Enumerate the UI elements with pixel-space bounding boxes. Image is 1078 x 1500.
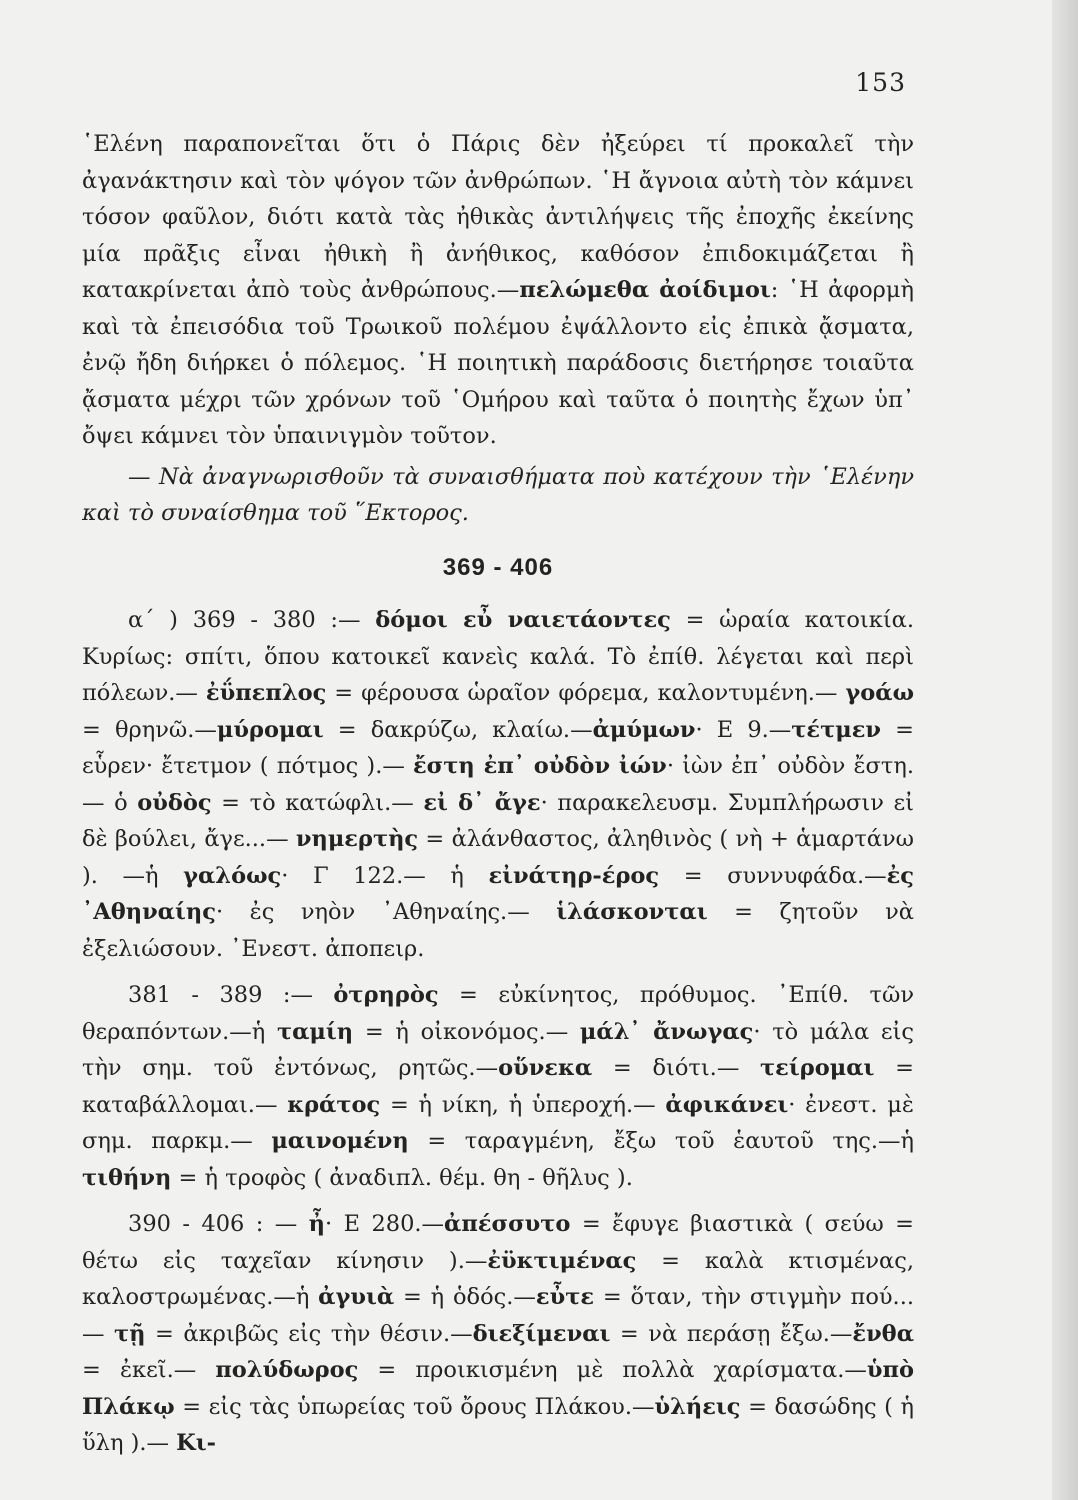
gloss-text: · Ε 9.— [695, 716, 792, 743]
gloss-text: = καταβάλλομαι.— [82, 1055, 914, 1118]
glossary-term: Κι- [176, 1430, 216, 1456]
glossary-term: γοάω [845, 680, 914, 706]
glossary-term: ἦ [308, 1211, 326, 1237]
gloss-text: = εἰς τὰς ὑπωρείας τοῦ ὄρους Πλάκου.— [174, 1393, 655, 1420]
section-c-paragraph [82, 1206, 914, 1462]
gloss-text: = τὸ κατώφλι.— [211, 789, 424, 816]
glossary-term: εὖτε [535, 1284, 595, 1310]
gloss-text: · Ε 280.— [325, 1211, 445, 1237]
glossary-term: δόμοι εὖ ναιετάοντες [375, 607, 671, 633]
intro-rest: : ῾Η ἀφορμὴ καὶ τὰ ἐπεισόδια τοῦ Τρωικοῦ πολέμου ἐψάλλοντο εἰς ἐπικὰ ᾄσματα, ἐνῷ ἤδη διήρκει ὁ πόλεμος. ῾Η ποιητικὴ παράδοσις διετήρησε τοιαῦτα ᾄσματα μέχρι τῶν χρόνων τοῦ ῾Ομήρου καὶ ταῦτα ὁ ποιητὴς ἔχων ὑπ᾽ ὄψει κάμνει τὸν ὑπαινιγμὸν τοῦτον. [82, 277, 914, 449]
glossary-term: εἰ δ᾽ ἄγε [423, 789, 541, 816]
gloss-text: 381 - 389 :— [128, 982, 334, 1008]
glossary-term: ὑπὸ Πλάκῳ [82, 1357, 914, 1420]
glossary-term: πολύδωρος [215, 1357, 359, 1383]
question-paragraph: — Νὰ ἀναγνωρισθοῦν τὰ συναισθήματα ποὺ κατέχουν τὴν ῾Ελένην καὶ τὸ συναίσθημα τοῦ ῞Εκτορος. [82, 463, 914, 526]
glossary-term: ἐς ᾽Αθηναίης [82, 862, 914, 925]
glossary-term: τῇ [114, 1320, 146, 1347]
glossary-term: μύρομαι [216, 716, 324, 743]
gloss-text: = καλὰ κτισμένας, καλοστρωμένας.—ἡ [82, 1247, 914, 1310]
glossary-term: ἀπέσσυτο [444, 1211, 571, 1237]
glossary-term: ἐΰπεπλος [205, 680, 327, 706]
gloss-text: = ἡ τροφὸς ( ἀναδιπλ. θέμ. θη - θῆλυς ). [171, 1164, 633, 1191]
glossary-term: ἀμύμων [592, 716, 696, 743]
gloss-text: = ἔφυγε βιαστικὰ ( σεύω = θέτω εἰς ταχεῖαν κίνησιν ).— [82, 1211, 914, 1274]
glossary-term: ὑλήεις [654, 1393, 741, 1420]
gloss-text: = ἐκεῖ.— [82, 1357, 216, 1383]
glossary-term: ὀτρηρὸς [333, 982, 439, 1008]
gloss-text: · Γ 122.— ἡ [281, 862, 489, 889]
glossary-term: ἀγυιὰ [318, 1284, 395, 1310]
intro-text: ῾Ελένη παραπονεῖται ὅτι ὁ Πάρις δὲν ἠξεύρει τί προκαλεῖ τὴν ἀγανάκτησιν καὶ τὸν ψόγον τῶν ἀνθρώπων. ῾Η ἄγνοια αὐτὴ τὸν κάμνει τόσον φαῦλον, διότι κατὰ τὰς ἠθικὰς ἀντιλήψεις τῆς ἐποχῆς ἐκείνης μία πρᾶξις εἶναι ἠθικὴ ἢ ἀνήθικος, καθόσον ἐπιδοκιμάζεται ἢ κατακρίνεται ἀπὸ τοὺς ἀνθρώπους.— [82, 131, 914, 303]
section-b-paragraph [82, 977, 914, 1196]
gloss-text: = νὰ περάσῃ ἔξω.— [610, 1320, 853, 1347]
glossary-term: οὐδὸς [137, 789, 212, 816]
gloss-text: = ὡραία κατοικία. Κυρίως: σπίτι, ὅπου κατοικεῖ κανεὶς καλά. Τὸ ἐπίθ. λέγεται καὶ περὶ πόλεων.— [82, 607, 914, 706]
gloss-text: = δακρύζω, κλαίω.— [323, 716, 593, 743]
glossary-term: ταμίη [276, 1018, 354, 1045]
page-number: 153 [855, 68, 906, 97]
glossary-term: ἔστη ἐπ᾽ οὐδὸν ἰών [413, 753, 667, 779]
page-text [82, 126, 914, 1462]
gloss-text: = εὗρεν· ἔτετμον ( πότμος ).— [82, 716, 914, 779]
glossary-term: κράτος [287, 1091, 381, 1118]
intro-term: πελώμεθα ἀοίδιμοι [519, 277, 771, 303]
glossary-term: εἰνάτηρ-έρος [488, 862, 660, 889]
page-edge [1052, 0, 1078, 1500]
gloss-text: = ἀλάνθαστος, ἀληθινὸς ( νὴ + ἁμαρτάνω ). —ἡ [82, 826, 914, 889]
gloss-text: = θρηνῶ.— [82, 716, 217, 743]
gloss-text: α΄ ) 369 - 380 :— [128, 607, 376, 633]
glossary-term: μάλ᾽ ἄνωγας [579, 1018, 754, 1045]
gloss-text: = διότι.— [592, 1055, 761, 1081]
gloss-text: = ἡ οἰκονόμος.— [353, 1018, 580, 1045]
gloss-text: = δασώδης ( ἡ ὕλη ).— [82, 1393, 915, 1456]
section-a-paragraph [82, 602, 914, 967]
glossary-term: ἐϋκτιμένας [487, 1247, 637, 1274]
gloss-text: = φέρουσα ὡραῖον φόρεμα, καλοντυμένη.— [326, 680, 846, 706]
glossary-term: μαινομένη [271, 1128, 409, 1154]
glossary-term: νημερτὴς [295, 826, 419, 852]
section-heading: 369 - 406 [442, 553, 554, 581]
gloss-text: · ἐς νηὸν ᾽Αθηναίης.— [215, 899, 557, 925]
glossary-term: τέτμεν [791, 716, 881, 743]
gloss-text: = ἡ ὁδός.— [394, 1284, 536, 1310]
gloss-text: = ὅταν, τὴν στιγμὴν πού...— [82, 1284, 915, 1347]
glossary-term: οὕνεκα [498, 1055, 593, 1081]
glossary-term: γαλόως [183, 862, 282, 889]
gloss-text: = ζητοῦν νὰ ἐξελιώσουν. ᾽Ενεστ. ἀποπειρ. [82, 899, 914, 962]
gloss-text: = εὐκίνητος, πρόθυμος. ᾽Επίθ. τῶν θεραπόντων.—ἡ [82, 982, 914, 1045]
gloss-text: · ἰὼν ἐπ᾽ οὐδὸν ἔστη.— ὁ [82, 753, 914, 816]
intro-paragraph [82, 126, 914, 455]
glossary-term: ἀφικάνει [665, 1091, 789, 1118]
gloss-text: = ἡ νίκη, ἡ ὑπεροχή.— [380, 1091, 666, 1118]
glossary-term: τιθήνη [82, 1164, 172, 1191]
gloss-text: = συννυφάδα.— [659, 862, 887, 889]
gloss-text: = προικισμένη μὲ πολλὰ χαρίσματα.— [358, 1357, 867, 1383]
gloss-text: · ἐνεστ. μὲ σημ. παρκμ.— [82, 1091, 914, 1154]
glossary-term: ἔνθα [852, 1320, 915, 1347]
gloss-text: · παρακελευσμ. Συμπλήρωσιν εἰ δὲ βούλει, ἄγε...— [82, 789, 914, 852]
gloss-text: = ταραγμένη, ἔξω τοῦ ἑαυτοῦ της.—ἡ [408, 1128, 914, 1154]
glossary-term: διεξίμεναι [472, 1320, 611, 1347]
glossary-term: τείρομαι [760, 1055, 875, 1081]
gloss-text: = ἀκριβῶς εἰς τὴν θέσιν.— [145, 1320, 473, 1347]
gloss-text: 390 - 406 : — [128, 1211, 309, 1237]
glossary-term: ἱλάσκονται [556, 899, 708, 925]
gloss-text: · τὸ μάλα εἰς τὴν σημ. τοῦ ἐντόνως, ρητῶς.— [82, 1018, 914, 1081]
